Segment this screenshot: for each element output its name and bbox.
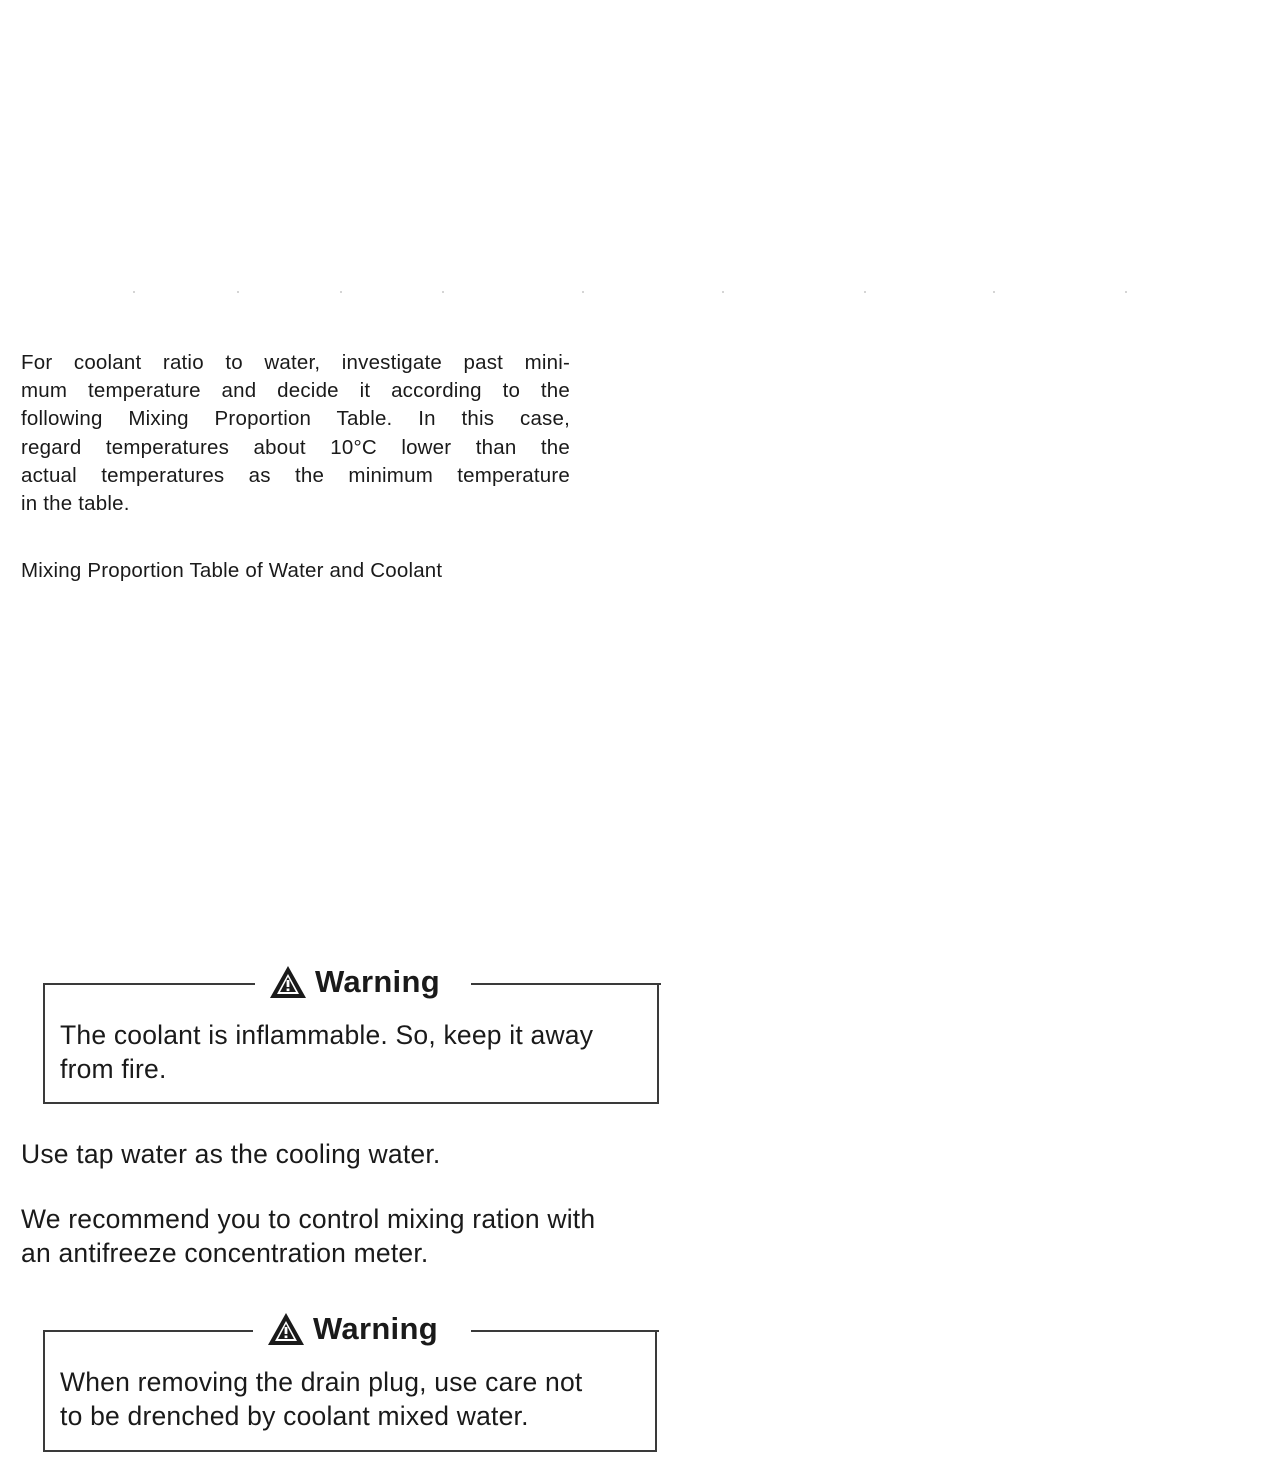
- warning-text: [60, 1366, 583, 1433]
- warning-line: When removing the drain plug, use care not: [60, 1367, 583, 1397]
- warning-header: [261, 1311, 444, 1347]
- intro-line: mum temperature and decide it according to the: [21, 379, 570, 403]
- intro-line: following Mixing Proportion Table. In this case,: [21, 407, 570, 431]
- warning-line: to be drenched by coolant mixed water.: [60, 1400, 529, 1431]
- warning-title: Warning: [313, 1311, 438, 1346]
- recommend-line: We recommend you to control mixing ration with: [21, 1204, 596, 1234]
- table-caption: Mixing Proportion Table of Water and Coolant: [21, 559, 443, 582]
- recommend-paragraph: [21, 1202, 595, 1270]
- tap-water-paragraph: Use tap water as the cooling water.: [21, 1139, 441, 1169]
- intro-line: regard temperatures about 10°C lower than the: [21, 435, 570, 459]
- warning-title: Warning: [315, 964, 440, 999]
- warning-box-drain-plug: [43, 1311, 657, 1452]
- intro-line: in the table.: [21, 492, 130, 516]
- scan-dot-row: [0, 291, 1277, 295]
- warning-triangle-icon: [267, 1312, 305, 1346]
- intro-paragraph: [21, 349, 570, 518]
- warning-text: [60, 1019, 593, 1086]
- intro-line: actual temperatures as the minimum temperature: [21, 463, 570, 487]
- warning-line: The coolant is inflammable. So, keep it away: [60, 1020, 594, 1050]
- warning-box-inflammable: [43, 964, 659, 1104]
- warning-header: [263, 964, 446, 1000]
- recommend-line: an antifreeze concentration meter.: [21, 1238, 429, 1268]
- warning-triangle-icon: [269, 965, 307, 999]
- intro-line: For coolant ratio to water, investigate past mini-: [21, 351, 570, 374]
- warning-line: from fire.: [60, 1053, 167, 1084]
